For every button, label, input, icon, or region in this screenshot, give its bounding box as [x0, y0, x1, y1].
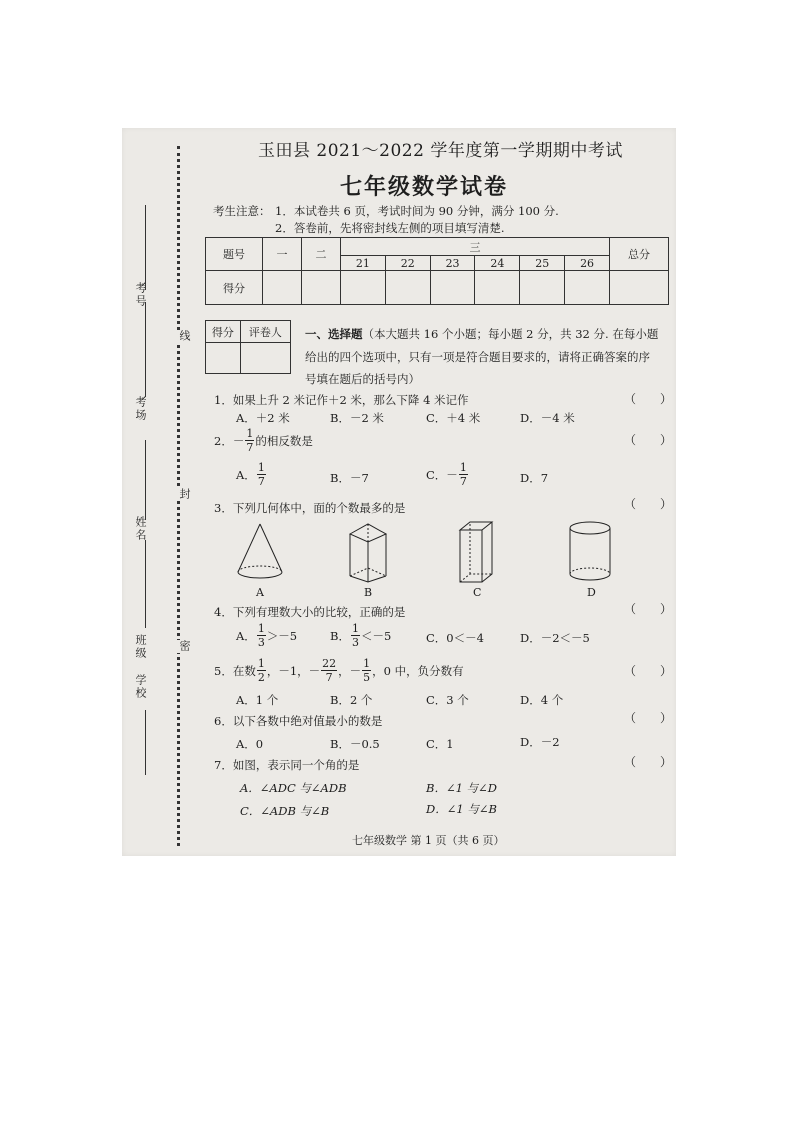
q2-den: 7	[246, 441, 254, 454]
score-table	[205, 237, 669, 305]
q2-c-prefix: C．－	[426, 467, 458, 482]
section-desc-3: 号填在题后的括号内）	[305, 372, 420, 386]
notice-line-1: 1．本试卷共 6 页，考试时间为 90 分钟，满分 100 分.	[275, 204, 559, 218]
q3-label-a: A	[256, 586, 264, 599]
seal-char-seal: 封	[178, 488, 191, 501]
score-cell[interactable]	[565, 271, 610, 305]
blank-class[interactable]	[145, 540, 146, 628]
q4-option-c: C．0＜－4	[426, 631, 484, 645]
q2-option-c	[426, 462, 469, 487]
q4-b-num: 1	[351, 622, 359, 635]
notice-line-2: 2．答卷前，先将密封线左侧的项目填写清楚.	[275, 221, 505, 235]
q4-a-suffix: ＞－5	[266, 628, 298, 643]
q5-option-c: C．3 个	[426, 693, 469, 707]
q5-f3-den: 5	[363, 671, 371, 684]
q2-c-den: 7	[459, 475, 467, 488]
blank-exam-number[interactable]	[145, 205, 146, 290]
q3-label-d: D	[587, 586, 596, 599]
q5-option-d: D．4 个	[520, 693, 564, 707]
q1-option-d: D．－4 米	[520, 411, 575, 425]
q2-option-a	[236, 462, 267, 487]
grader-score-cell[interactable]	[206, 343, 241, 374]
q4-b-prefix: B．	[330, 628, 350, 643]
grader-score-label: 得分	[206, 321, 241, 343]
field-exam-number: 考号	[134, 282, 147, 308]
q7-option-a: A．∠ADC 与∠ADB	[240, 781, 347, 795]
col-q26: 26	[565, 256, 610, 271]
q4-option-d: D．－2＜－5	[520, 631, 590, 645]
cone-figure	[234, 522, 286, 582]
q5-fraction-3	[362, 658, 371, 683]
q1-answer-paren[interactable]: （ ）	[624, 392, 673, 406]
q4-option-a	[236, 623, 297, 648]
q5-answer-paren[interactable]: （ ）	[624, 664, 673, 678]
q6-option-c: C．1	[426, 737, 454, 751]
seal-char-line: 线	[178, 330, 191, 343]
q3-stem: 3．下列几何体中，面的个数最多的是	[214, 501, 406, 515]
blank-name[interactable]	[145, 440, 146, 520]
q4-answer-paren[interactable]: （ ）	[624, 602, 673, 616]
q5-f2-den: 7	[325, 671, 333, 684]
col-q21: 21	[341, 256, 386, 271]
q2-a-prefix: A．	[236, 467, 256, 482]
score-cell[interactable]	[341, 271, 386, 305]
q4-a-den: 3	[257, 636, 265, 649]
q2-c-fraction	[459, 462, 468, 487]
q7-option-c: C．∠ADB 与∠B	[240, 804, 330, 818]
q4-a-num: 1	[257, 622, 265, 635]
field-exam-room: 考场	[134, 396, 147, 422]
q5-option-a: A．1 个	[236, 693, 279, 707]
q1-option-a: A．＋2 米	[236, 411, 290, 425]
q6-stem: 6．以下各数中绝对值最小的数是	[214, 714, 383, 728]
q5-f1-num: 1	[257, 657, 265, 670]
q1-stem: 1．如果上升 2 米记作＋2 米，那么下降 4 米记作	[214, 393, 469, 407]
q2-fraction	[245, 428, 254, 453]
col-part-2: 二	[302, 238, 341, 271]
q5-stem	[214, 658, 464, 683]
q2-option-d: D．7	[520, 471, 549, 485]
col-q25: 25	[520, 256, 565, 271]
q1-option-c: C．＋4 米	[426, 411, 481, 425]
q4-a-fraction	[257, 623, 266, 648]
q7-option-b: B．∠1 与∠D	[426, 781, 497, 795]
row-label-question-no: 题号	[206, 238, 263, 271]
q6-option-a: A．0	[236, 737, 264, 751]
q2-option-b: B．－7	[330, 471, 369, 485]
q5-option-b: B．2 个	[330, 693, 373, 707]
blank-school[interactable]	[145, 710, 146, 775]
section-heading	[305, 326, 658, 342]
score-cell[interactable]	[302, 271, 341, 305]
q4-option-b	[330, 623, 391, 648]
section-desc-1: （本大题共 16 个小题；每小题 2 分，共 32 分. 在每小题	[362, 327, 659, 341]
cuboid-figure	[456, 520, 496, 586]
q6-option-d: D．－2	[520, 735, 560, 749]
q7-stem: 7．如图，表示同一个角的是	[214, 758, 360, 772]
score-cell[interactable]	[385, 271, 430, 305]
q2-prefix: 2．－	[214, 433, 245, 448]
row-label-score: 得分	[206, 271, 263, 305]
score-cell[interactable]	[610, 271, 669, 305]
score-cell[interactable]	[475, 271, 520, 305]
q6-option-b: B．－0.5	[330, 737, 380, 751]
exam-subject-title: 七年级数学试卷	[340, 175, 509, 200]
q5-fraction-1	[257, 658, 266, 683]
q5-f1-den: 2	[257, 671, 265, 684]
q1-option-b: B．－2 米	[330, 411, 384, 425]
grader-table	[205, 320, 291, 374]
exam-title: 玉田县 2021～2022 学年度第一学期期中考试	[258, 141, 623, 161]
q4-a-prefix: A．	[236, 628, 256, 643]
q4-stem: 4．下列有理数大小的比较，正确的是	[214, 605, 406, 619]
q2-stem	[214, 428, 313, 453]
col-q24: 24	[475, 256, 520, 271]
col-total: 总分	[610, 238, 669, 271]
notice-label: 考生注意：	[213, 204, 271, 218]
score-cell[interactable]	[520, 271, 565, 305]
field-class: 班级	[134, 634, 147, 660]
q5-f3-num: 1	[363, 657, 371, 670]
col-q22: 22	[385, 256, 430, 271]
q3-label-c: C	[473, 586, 482, 599]
q3-answer-paren[interactable]: （ ）	[624, 497, 673, 511]
page-footer: 七年级数学 第 1 页（共 6 页）	[352, 834, 505, 847]
q5-suffix: ，0 中，负分数有	[372, 663, 464, 678]
q4-b-suffix: ＜－5	[360, 628, 392, 643]
q7-answer-paren[interactable]: （ ）	[624, 755, 673, 769]
grader-name-cell[interactable]	[240, 343, 290, 374]
q4-b-fraction	[351, 623, 360, 648]
grader-name-label: 评卷人	[240, 321, 290, 343]
col-q23: 23	[430, 256, 475, 271]
q2-answer-paren[interactable]: （ ）	[624, 433, 673, 447]
blank-exam-room[interactable]	[145, 302, 146, 397]
q2-a-num: 1	[257, 461, 265, 474]
score-cell[interactable]	[430, 271, 475, 305]
q2-c-num: 1	[459, 461, 467, 474]
q7-option-d: D．∠1 与∠B	[426, 802, 497, 816]
section-title: 一、选择题	[305, 327, 363, 341]
field-name: 姓名	[134, 516, 147, 542]
q3-label-b: B	[364, 586, 373, 599]
section-desc-2: 给出的四个选项中，只有一项是符合题目要求的，请将正确答案的序	[305, 350, 650, 364]
q2-a-den: 7	[257, 475, 265, 488]
q5-prefix: 5．在数	[214, 663, 256, 678]
q2-num: 1	[246, 427, 254, 440]
col-part-1: 一	[263, 238, 302, 271]
prism-figure	[344, 522, 392, 584]
score-cell[interactable]	[263, 271, 302, 305]
field-school: 学校	[134, 674, 147, 700]
col-part-3: 三	[341, 238, 610, 256]
q4-b-den: 3	[351, 636, 359, 649]
q5-f2-num: 22	[322, 657, 337, 670]
q5-mid-1: ，－1，－	[266, 663, 321, 678]
q2-a-fraction	[257, 462, 266, 487]
q2-suffix: 的相反数是	[255, 433, 313, 448]
q5-fraction-2	[321, 658, 337, 683]
q6-answer-paren[interactable]: （ ）	[624, 711, 673, 725]
q5-mid-2: ，－	[338, 663, 362, 678]
cylinder-figure	[566, 520, 614, 584]
seal-char-secret: 密	[178, 640, 191, 653]
